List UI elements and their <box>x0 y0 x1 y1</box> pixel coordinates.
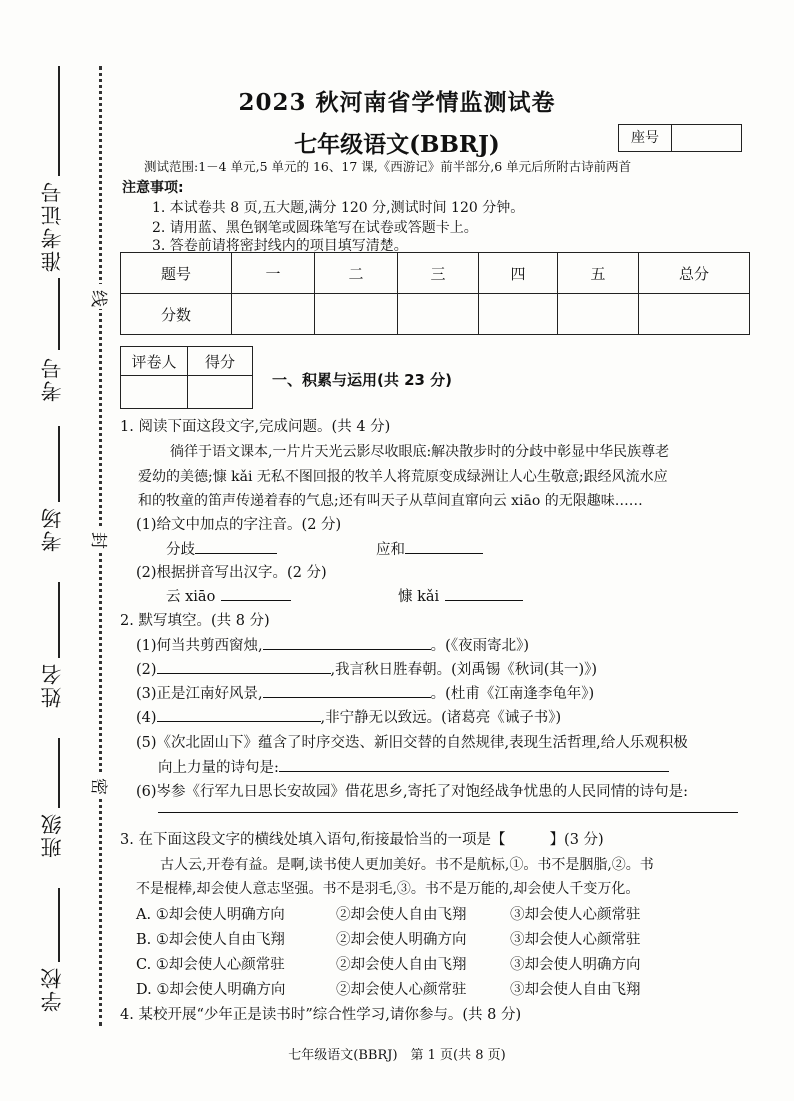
score-header-cell: 二 <box>315 253 398 294</box>
grader-cell[interactable] <box>121 376 188 409</box>
grader-header: 评卷人 <box>121 347 188 376</box>
notes-title: 注意事项: <box>122 180 184 196</box>
q3-passage-line-1: 古人云,开卷有益。是啊,读书使人更加美好。书不是航标,①。书不是胭脂,②。书 <box>160 857 654 873</box>
q2-line-3 <box>136 682 594 703</box>
q1-sub2-word: 云 xiāo <box>166 589 216 605</box>
option-part: ②却会使人自由飞翔 <box>336 957 467 973</box>
q2-line-source: 。(《夜雨寄北》) <box>430 638 529 654</box>
q3-stem-text: 3. 在下面这段文字的横线处填入语句,衔接最恰当的一项是【 <box>120 832 506 848</box>
score-cell[interactable] <box>398 294 479 335</box>
score-header-cell: 题号 <box>121 253 232 294</box>
answer-blank[interactable] <box>195 539 277 554</box>
field-label-exam-id: 准考证号 <box>40 180 64 272</box>
seal-char-secret: 密 <box>89 772 110 797</box>
q1-passage-line-1: 徜徉于语文课本,一片片天光云影尽收眼底:解决散步时的分歧中彰显中华民族尊老 <box>170 444 670 460</box>
option-part: ②却会使人明确方向 <box>336 932 467 948</box>
option-part: D. ①却会使人明确方向 <box>136 982 286 998</box>
q1-sub2-item-1 <box>166 585 291 606</box>
q2-line-source: 。(杜甫《江南逢李龟年》) <box>430 686 595 702</box>
q3-stem <box>120 828 604 849</box>
seat-number-field[interactable] <box>672 125 741 151</box>
answer-blank[interactable] <box>221 586 291 601</box>
seal-char-seal: 封 <box>89 526 110 551</box>
option-part: ②却会使人自由飞翔 <box>336 907 467 923</box>
score-header: 得分 <box>188 347 253 376</box>
answer-blank[interactable] <box>279 757 669 772</box>
section-title: 一、积累与运用(共 23 分) <box>272 371 453 389</box>
q2-line-5b <box>158 756 669 777</box>
field-line-name <box>58 582 60 658</box>
score-table-header-row <box>121 253 750 294</box>
q4-stem: 4. 某校开展“少年正是读书时”综合性学习,请你参与。(共 8 分) <box>120 1007 522 1023</box>
score-header-cell: 一 <box>232 253 315 294</box>
score-cell[interactable] <box>479 294 558 335</box>
exam-title: 2023 秋河南省学情监测试卷 <box>238 89 556 116</box>
q2-line-4 <box>136 706 561 727</box>
section-score-cell[interactable] <box>188 376 253 409</box>
note-2: 2. 请用蓝、黑色钢笔或圆珠笔写在试卷或答题卡上。 <box>152 220 478 236</box>
score-table-row <box>121 294 750 335</box>
option-part: C. ①却会使人心颜常驻 <box>136 957 285 973</box>
q2-line-2 <box>136 658 597 679</box>
q2-line-5a: (5)《次北固山下》蕴含了时序交迭、新旧交替的自然规律,表现生活哲理,给人乐观积极 <box>136 735 688 751</box>
exam-subtitle: 七年级语文(BBRJ) <box>294 131 500 158</box>
q2-line-text: (2) <box>136 662 157 678</box>
score-header-cell: 四 <box>479 253 558 294</box>
seat-number-box[interactable] <box>618 124 742 152</box>
q1-sub2: (2)根据拼音写出汉字。(2 分) <box>136 565 327 581</box>
score-cell[interactable] <box>639 294 750 335</box>
q1-sub2-word: 慷 kǎi <box>398 589 440 605</box>
q2-line-source: ,非宁静无以致远。(诸葛亮《诫子书》) <box>320 710 562 726</box>
score-row-label: 分数 <box>121 294 232 335</box>
q1-sub2-item-2 <box>398 585 523 606</box>
field-line-exam-no <box>58 278 60 350</box>
option-part: ③却会使人自由飞翔 <box>510 982 641 998</box>
field-label-name: 姓名 <box>40 662 64 708</box>
field-label-school: 学校 <box>40 966 64 1012</box>
answer-blank[interactable] <box>405 539 483 554</box>
score-header-cell: 总分 <box>639 253 750 294</box>
answer-blank[interactable] <box>263 683 431 698</box>
score-table <box>120 252 750 335</box>
note-1: 1. 本试卷共 8 页,五大题,满分 120 分,测试时间 120 分钟。 <box>152 200 525 216</box>
note-3: 3. 答卷前请将密封线内的项目填写清楚。 <box>152 238 408 254</box>
q1-stem: 1. 阅读下面这段文字,完成问题。(共 4 分) <box>120 419 391 435</box>
option-part: A. ①却会使人明确方向 <box>136 907 285 923</box>
test-scope: 测试范围:1－4 单元,5 单元的 16、17 课,《西游记》前半部分,6 单元后所附古诗前两首 <box>144 159 632 174</box>
q1-passage-line-3: 和的牧童的笛声传递着春的气息;还有叫天子从草间直窜向云 xiāo 的无限趣味…… <box>138 493 643 509</box>
q2-line-text: (3)正是江南好风景, <box>136 686 263 702</box>
option-part: ③却会使人心颜常驻 <box>510 907 641 923</box>
field-line-exam-id <box>58 66 60 176</box>
grader-table <box>120 346 253 409</box>
q2-line-source: ,我言秋日胜春朝。(刘禹锡《秋词(其一)》) <box>330 662 598 678</box>
q2-line-1 <box>136 634 529 655</box>
q3-score: 】(3 分) <box>549 832 604 848</box>
q2-line-text: (4) <box>136 710 157 726</box>
q1-sub1-item-1 <box>166 538 277 559</box>
field-line-class <box>58 738 60 808</box>
score-header-cell: 三 <box>398 253 479 294</box>
score-cell[interactable] <box>315 294 398 335</box>
q3-passage-line-2: 不是棍棒,却会使人意志坚强。书不是羽毛,③。书不是万能的,却会使人千变万化。 <box>136 881 640 897</box>
q1-sub1-word: 应和 <box>376 542 405 558</box>
q2-line-6-answer[interactable] <box>158 812 738 813</box>
q2-line-text: 向上力量的诗句是: <box>158 760 279 776</box>
q1-passage-line-2: 爱幼的美德;慷 kǎi 无私不图回报的牧羊人将荒原变成绿洲让人心生敬意;跟经风流水应 <box>138 469 668 485</box>
score-cell[interactable] <box>232 294 315 335</box>
field-label-exam-room: 考场 <box>40 506 64 552</box>
option-part: ③却会使人心颜常驻 <box>510 932 641 948</box>
q1-sub1: (1)给文中加点的字注音。(2 分) <box>136 517 342 533</box>
option-part: ③却会使人明确方向 <box>510 957 641 973</box>
answer-blank[interactable] <box>445 586 523 601</box>
field-line-school <box>58 888 60 962</box>
q2-stem: 2. 默写填空。(共 8 分) <box>120 613 270 629</box>
seal-char-line: 线 <box>89 284 110 309</box>
option-part: ②却会使人心颜常驻 <box>336 982 467 998</box>
score-header-cell: 五 <box>558 253 639 294</box>
q1-sub1-item-2 <box>376 538 483 559</box>
answer-blank[interactable] <box>157 659 331 674</box>
page-footer: 七年级语文(BBRJ) 第 1 页(共 8 页) <box>288 1048 506 1063</box>
q2-line-6: (6)岑参《行军九日思长安故园》借花思乡,寄托了对饱经战争忧患的人民同情的诗句是: <box>136 784 689 800</box>
q1-sub1-word: 分歧 <box>166 542 195 558</box>
score-cell[interactable] <box>558 294 639 335</box>
q2-line-text: (1)何当共剪西窗烛, <box>136 638 263 654</box>
seat-number-label: 座号 <box>619 125 672 151</box>
field-label-class: 班级 <box>40 812 64 858</box>
answer-blank[interactable] <box>157 707 321 722</box>
field-line-exam-room <box>58 426 60 502</box>
answer-blank[interactable] <box>263 635 431 650</box>
option-part: B. ①却会使人自由飞翔 <box>136 932 285 948</box>
field-label-exam-no: 考号 <box>40 356 64 402</box>
